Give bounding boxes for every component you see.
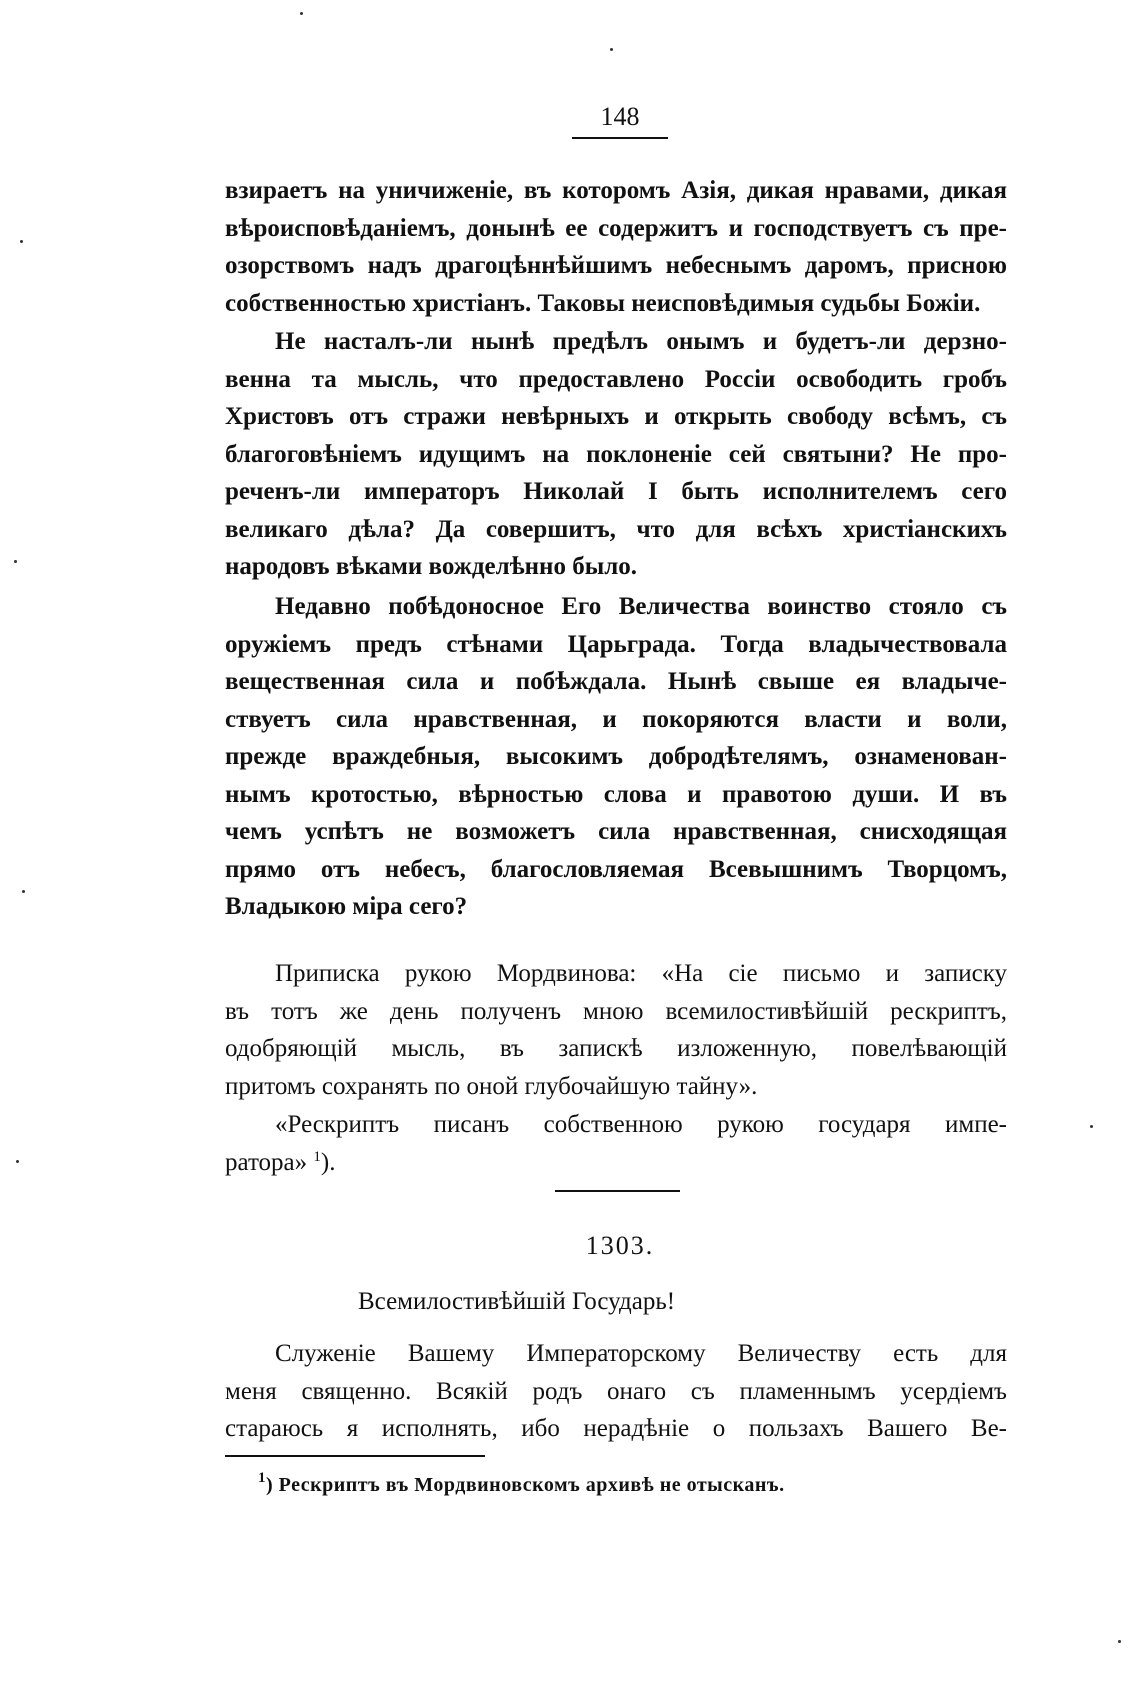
rescript-close: ).	[320, 1148, 336, 1176]
footnote-text: ) Рескриптъ въ Мордвиновскомъ архивѣ не отысканъ.	[266, 1474, 785, 1496]
text-line: чемъ успѣтъ не возможетъ сила нравственная, снисходящая	[225, 818, 1007, 845]
text-line: оружіемъ предъ стѣнами Царьграда. Тогда владычествовала	[225, 630, 1007, 658]
text-line: стараюсь я исполнять, ибо нерадѣніе о пользахъ Вашего Ве-	[225, 1415, 1007, 1442]
rescript-text: ратора»	[225, 1148, 308, 1176]
print-speck	[14, 560, 17, 563]
print-speck	[20, 240, 23, 243]
print-speck	[16, 1160, 19, 1163]
text-line: благоговѣніемъ идущимъ на поклоненіе сей святыни? Не про-	[225, 440, 1007, 468]
text-line: венна та мысль, что предоставлено Россіи освободить гробъ	[225, 365, 1007, 393]
footnote-rule	[225, 1455, 485, 1457]
text-line	[225, 1144, 1007, 1182]
footnote-marker: 1	[313, 1148, 321, 1165]
text-line: реченъ-ли императоръ Николай I быть исполнителемъ сего	[225, 478, 1007, 505]
text-line: «Рескриптъ писанъ собственною рукою государя импе-	[275, 1111, 1007, 1138]
text-line: вѣроисповѣданіемъ, донынѣ ее содержитъ и господствуетъ съ пре-	[225, 214, 1007, 242]
page-number: 148	[600, 102, 640, 131]
text-line: притомъ сохранять по оной глубочайшую тайну».	[225, 1072, 758, 1100]
text-line: Приписка рукою Мордвинова: «На сіе письмо и записку	[275, 960, 1007, 987]
text-line: прямо отъ небесъ, благословляемая Всевышнимъ Творцомъ,	[225, 855, 1007, 883]
text-line: Служеніе Вашему Императорскому Величеству есть для	[275, 1340, 1007, 1367]
rescript-note	[225, 1106, 1007, 1181]
text-line: Христовъ отъ стражи невѣрныхъ и открыть свободу всѣмъ, съ	[225, 403, 1007, 430]
paragraph-1	[225, 172, 1007, 322]
print-speck	[1118, 1640, 1121, 1643]
footnote	[258, 1470, 785, 1500]
text-line: прежде враждебныя, высокимъ добродѣтелямъ, ознаменован-	[225, 743, 1007, 770]
text-line: нымъ кротостью, вѣрностью слова и правотою души. И въ	[225, 780, 1007, 808]
salutation: Всемилостивѣйшій Государь!	[358, 1288, 676, 1315]
print-speck	[300, 12, 303, 15]
text-line: народовъ вѣками вожделѣнно было.	[225, 553, 637, 580]
text-line: великаго дѣла? Да совершитъ, что для всѣхъ христіанскихъ	[225, 515, 1007, 543]
print-speck	[1090, 1125, 1093, 1128]
print-speck	[22, 890, 25, 893]
text-line: взираетъ на уничиженіе, въ которомъ Азія, дикая нравами, дикая	[225, 177, 1007, 204]
text-line: Владыкою міра сего?	[225, 893, 468, 920]
section-separator	[555, 1190, 680, 1192]
letter-body	[225, 1335, 1007, 1448]
text-line: Недавно побѣдоносное Его Величества воинство стояло съ	[275, 593, 1007, 620]
text-line: меня священно. Всякій родъ онаго съ пламеннымъ усердіемъ	[225, 1377, 1007, 1405]
text-line: Не насталъ-ли нынѣ предѣлъ онымъ и будетъ-ли дерзно-	[275, 328, 1007, 355]
paragraph-3	[225, 588, 1007, 926]
paragraph-2	[225, 323, 1007, 586]
print-speck	[610, 48, 613, 51]
text-line: собственностью христіанъ. Таковы неисповѣдимыя судьбы Божіи.	[225, 289, 981, 317]
text-line: вещественная сила и побѣждала. Нынѣ свыше ея владыче-	[225, 668, 1007, 695]
letter-number: 1303.	[585, 1231, 655, 1260]
text-line: ствуетъ сила нравственная, и покоряются власти и воли,	[225, 705, 1007, 733]
text-line: въ тотъ же день полученъ мною всемилостивѣйшій рескриптъ,	[225, 997, 1007, 1025]
text-line: озорствомъ надъ драгоцѣннѣйшимъ небеснымъ даромъ, присною	[225, 252, 1007, 279]
header-rule	[572, 137, 668, 139]
note-paragraph	[225, 955, 1007, 1105]
text-line: одобряющій мысль, въ запискѣ изложенную, повелѣвающій	[225, 1035, 1007, 1062]
footnote-marker: 1	[258, 1470, 266, 1486]
